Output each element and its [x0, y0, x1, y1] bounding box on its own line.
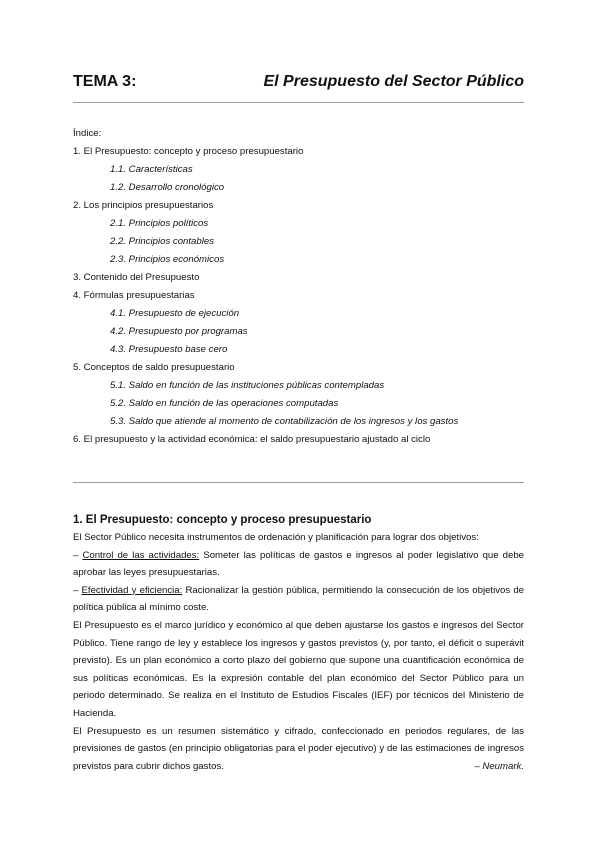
paragraph-definition: El Presupuesto es el marco jurídico y económico al que deben ajustarse los gastos e ingresos del Sector Público. Tiene rango de ley y establece los ingresos y gastos previstos (y, por tanto, el déficit o superávit previsto). Es un plan económico a corto plazo del gobierno que supone una cuantificación económica de sus políticas económicas. Es la expresión contable del plan económico del Sector Público para un periodo determinado. Se realiza en el Instituto de Estudios Fiscales (IEF) por técnicos del Ministerio de Hacienda.	[73, 619, 524, 719]
section-1	[73, 511, 524, 775]
document-title: El Presupuesto del Sector Público	[263, 73, 524, 90]
table-of-contents	[73, 125, 533, 449]
toc-list	[73, 143, 533, 449]
objective-control-text: Someter las políticas de gastos e ingresos al poder legislativo que debe aprobar las leyes presupuestarias.	[73, 549, 525, 579]
objective-control-label: Control de las actividades:	[82, 549, 200, 561]
toc-subitem: 4.2. Presupuesto por programas	[110, 326, 248, 337]
toc-item: 1. El Presupuesto: concepto y proceso presupuestario	[73, 146, 304, 157]
toc-subitem: 2.1. Principios políticos	[110, 218, 209, 229]
paragraph-neumark	[73, 723, 524, 776]
objective-efectividad-label: Efectividad y eficiencia:	[81, 584, 183, 596]
toc-item: 6. El presupuesto y la actividad económica: el saldo presupuestario ajustado al ciclo	[73, 434, 431, 445]
toc-subitem: 2.2. Principios contables	[110, 236, 214, 247]
toc-subitem: 4.3. Presupuesto base cero	[110, 344, 228, 355]
section-intro: El Sector Público necesita instrumentos de ordenación y planificación para lograr dos objetivos:	[73, 532, 479, 543]
tema-label: TEMA 3:	[73, 73, 137, 90]
toc-subitem: 5.3. Saldo que atiende al momento de contabilización de los ingresos y los gastos	[110, 416, 459, 427]
objective-efectividad	[73, 582, 524, 617]
objective-dash: –	[73, 549, 83, 561]
toc-subitem: 1.2. Desarrollo cronológico	[110, 182, 225, 193]
section-title: 1. El Presupuesto: concepto y proceso presupuestario	[73, 514, 372, 526]
toc-subitem: 5.2. Saldo en función de las operaciones computadas	[110, 398, 339, 409]
toc-subitem: 2.3. Principios económicos	[110, 254, 225, 265]
objective-dash: –	[73, 584, 82, 596]
signature: – Neumark.	[474, 760, 524, 772]
toc-subitem: 1.1. Características	[110, 164, 193, 175]
paragraph-neumark-text: El Presupuesto es un resumen sistemático y cifrado, confeccionado en periodos regulares, de las previsiones de gastos (en principio obligatorias para el poder ejecutivo) y de las estimaciones de ingresos previstos para cubrir dichos gastos.	[73, 725, 524, 772]
objective-efectividad-text: Racionalizar la gestión pública, permitiendo la consecución de los objetivos de política pública al mínimo coste.	[73, 584, 524, 614]
toc-item: 5. Conceptos de saldo presupuestario	[73, 362, 235, 373]
objective-control	[73, 547, 524, 582]
toc-subitem: 4.1. Presupuesto de ejecución	[110, 308, 240, 319]
toc-heading: Índice:	[73, 128, 102, 139]
toc-subitem: 5.1. Saldo en función de las instituciones públicas contempladas	[110, 380, 385, 391]
header-divider	[73, 102, 524, 103]
toc-item: 3. Contenido del Presupuesto	[73, 272, 200, 283]
page-header	[73, 73, 524, 95]
toc-item: 2. Los principios presupuestarios	[73, 200, 214, 211]
toc-item: 4. Fórmulas presupuestarias	[73, 290, 195, 301]
toc-divider	[73, 482, 524, 483]
